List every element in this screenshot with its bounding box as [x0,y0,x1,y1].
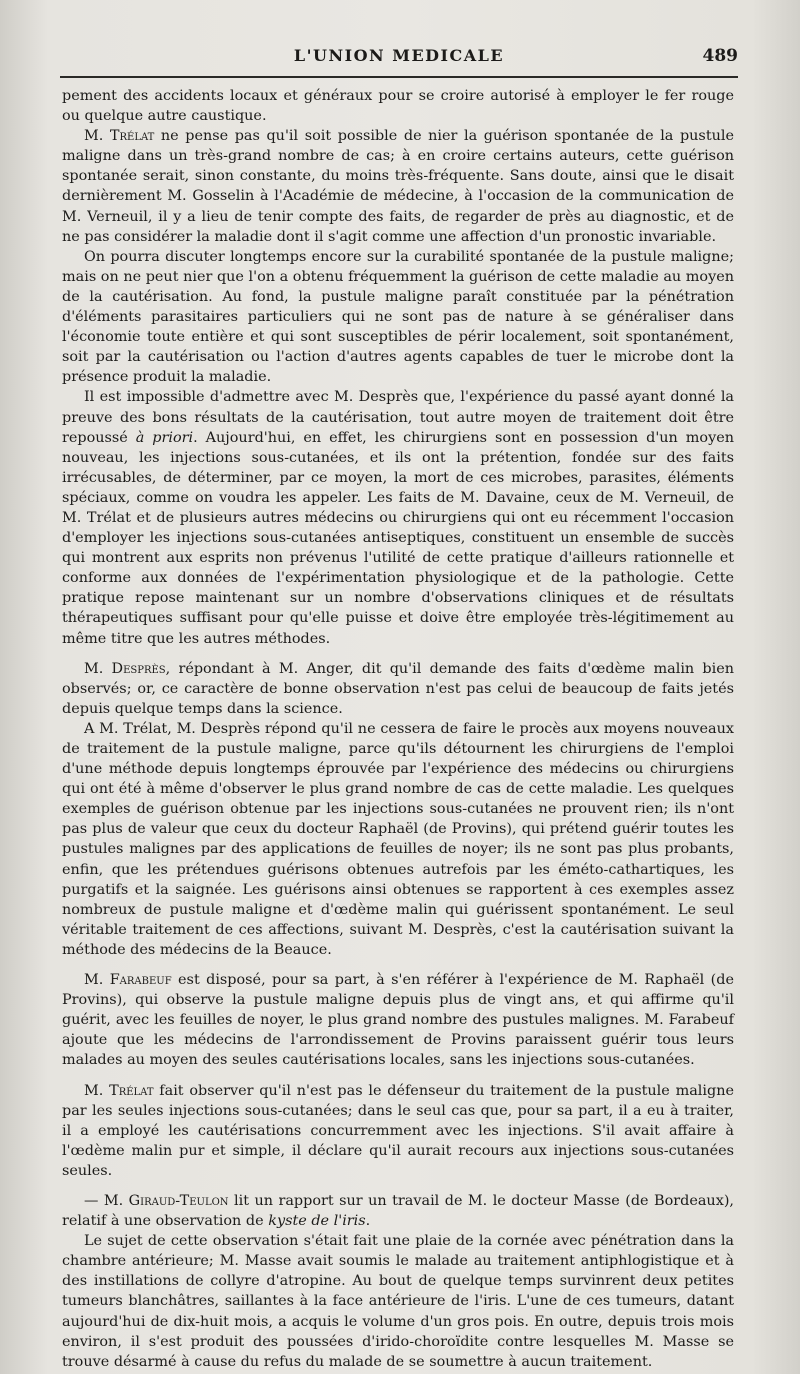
text-run: Le sujet de cette observation s'était fait une plaie de la cornée avec pénétration dans la chambre antérieure; M. Masse avait soumis le malade au traitement antiphlogistique et à des instillations de collyre d'atropine. Au bout de quelque temps survinrent deux petites tumeurs blanchâtres, saillantes à la face antérieure de l'iris. L'une de ces tumeurs, datant aujourd'hui de dix-huit mois, a acquis le volume d'un gros pois. En outre, depuis trois mois environ, il s'est produit des poussées d'irido-choroïdite contre lesquelles M. Masse se trouve désarmé à cause du refus du malade de se soumettre à aucun traitement. [62,1233,734,1370]
page-number: 489 [702,46,738,66]
text-run: Il est impossible d'admettre avec M. Desprès que, l'expérience du passé ayant donné la preuve des bons résultats de la cautérisation, tout autre moyen de traitement doit être repoussé [62,389,734,446]
paragraph [62,387,734,648]
text-run: M. [84,972,110,989]
paragraph [62,719,734,960]
speaker-name: Farabeuf [109,972,172,989]
text-run: M. [84,128,110,145]
paragraph [62,1081,734,1181]
header-rule [60,76,738,78]
text-run: est disposé, pour sa part, à s'en référer à l'expérience de M. Raphaël (de Provins), qui observe la pustule maligne depuis plus de vingt ans, et qui affirme qu'il guérit, avec les feuilles de noyer, le plus grand nombre des pustules malignes. M. Farabeuf ajoute que les médecins de l'arrondissement de Provins paraissent guérir tous leurs malades au moyen des seules cautérisations locales, sans les injections sous-cutanées. [62,972,734,1069]
text-run: lit un rapport sur un travail de M. le docteur Masse (de Bordeaux), relatif à une observation de [62,1192,735,1230]
paragraph [62,1231,734,1372]
paragraph [62,1191,734,1231]
text-run: fait observer qu'il n'est pas le défenseur du traitement de la pustule maligne par les seules injections sous-cutanées; dans le seul cas que, pour sa part, il a eu à traiter, il a employé les cautérisations concurremment avec les injections. S'il avait affaire à l'œdème malin pur et simple, il déclare qu'il aurait recours aux injections sous-cutanées seules. [62,1082,734,1179]
text-run: M. [84,1082,110,1099]
text-run: . Aujourd'hui, en effet, les chirurgiens sont en possession d'un moyen nouveau, les injections sous-cutanées, et ils ont la prétention, fondée sur des faits irrécusables, de déterminer, par ce moyen, la mort de ces microbes, parasites, éléments spéciaux, comme on voudra les appeler. Les faits de M. Davaine, ceux de M. Verneuil, de M. Trélat et de plusieurs autres médecins ou chirurgiens qui ont eu récemment l'occasion d'employer les injections sous-cutanées antiseptiques, constituent un ensemble de succès qui montrent aux esprits non prévenus l'utilité de cette pratique d'ailleurs rationnelle et conforme aux données de l'expérimentation physiologique et de la pathologie. Cette pratique repose maintenant sur un nombre d'observations cliniques et de résultats thérapeutiques suffisant pour qu'elle puisse et doive être employée très-légitimement au même titre que les autres méthodes. [62,429,734,647]
speaker-name: Giraud-Teulon [128,1192,229,1209]
paragraph [62,126,734,247]
text-run: — M. [84,1192,129,1209]
speaker-name: Trélat [109,128,155,145]
text-run: ne pense pas qu'il soit possible de nier la guérison spontanée de la pustule maligne dans un très-grand nombre de cas; à en croire certains auteurs, cette guérison spontanée serait, sinon constante, du moins très-fréquente. Sans doute, ainsi que le disait dernièrement M. Gosselin à l'Académie de médecine, à l'occasion de la communication de M. Verneuil, il y a lieu de tenir compte des faits, de regarder de près au diagnostic, et de ne pas considérer la maladie dont il s'agit comme une affection d'un pronostic invariable. [62,128,734,245]
text-run: . [365,1213,371,1230]
text-run: On pourra discuter longtemps encore sur la curabilité spontanée de la pustule maligne; mais on ne peut nier que l'on a obtenu fréquemment la guérison de cette maladie au moyen de la cautérisation. Au fond, la pustule maligne paraît constituée par la pénétration d'éléments parasitaires particuliers qui ne sont pas de nature à se généraliser dans l'économie toute entière et qui sont susceptibles de périr localement, soit spontanément, soit par la cautérisation ou l'action d'autres agents capables de tuer le microbe dont la présence produit la maladie. [62,248,734,386]
text-run: A M. Trélat, M. Desprès répond qu'il ne cessera de faire le procès aux moyens nouveaux de traitement de la pustule maligne, parce qu'ils détournent les chirurgiens de l'emploi d'une méthode depuis longtemps éprouvée par l'expérience des médecins ou chirurgiens qui ont été à même d'observer le plus grand nombre de cas de cette maladie. Les quelques exemples de guérison obtenue par les injections sous-cutanées ne prouvent rien; ils n'ont pas plus de valeur que ceux du docteur Raphaël (de Provins), qui prétend guérir toutes les pustules malignes par des applications de feuilles de noyer; ils ne sont pas plus probants, enfin, que les prétendues guérisons obtenues autrefois par les éméto-cathartiques, les purgatifs et la saignée. Les guérisons ainsi obtenues se rapportent à ces exemples assez nombreux de pustule maligne et d'œdème malin qui guérissent spontanément. Le seul véritable traitement de ces affections, suivant M. Desprès, c'est la cautérisation suivant la méthode des médecins de la Beauce. [62,720,734,958]
paragraph [62,659,734,719]
speaker-name: Desprès [111,660,166,677]
text-run: M. [84,660,112,677]
text-run: , répondant à M. Anger, dit qu'il demande des faits d'œdème malin bien observés; or, ce caractère de bonne observation n'est pas celui de beaucoup de faits jetés depuis quelque temps dans la science. [62,660,735,717]
paragraph [62,86,734,126]
article-body [62,86,734,1372]
italic-text: kyste de l'iris [268,1213,366,1230]
paragraph [62,970,734,1070]
running-title: L'UNION MEDICALE [293,46,505,65]
italic-text: à priori [135,429,194,446]
speaker-name: Trélat [109,1082,154,1099]
paragraph [62,247,734,388]
running-header [60,44,738,74]
text-run: pement des accidents locaux et généraux pour se croire autorisé à employer le fer rouge ou quelque autre caustique. [62,88,734,125]
